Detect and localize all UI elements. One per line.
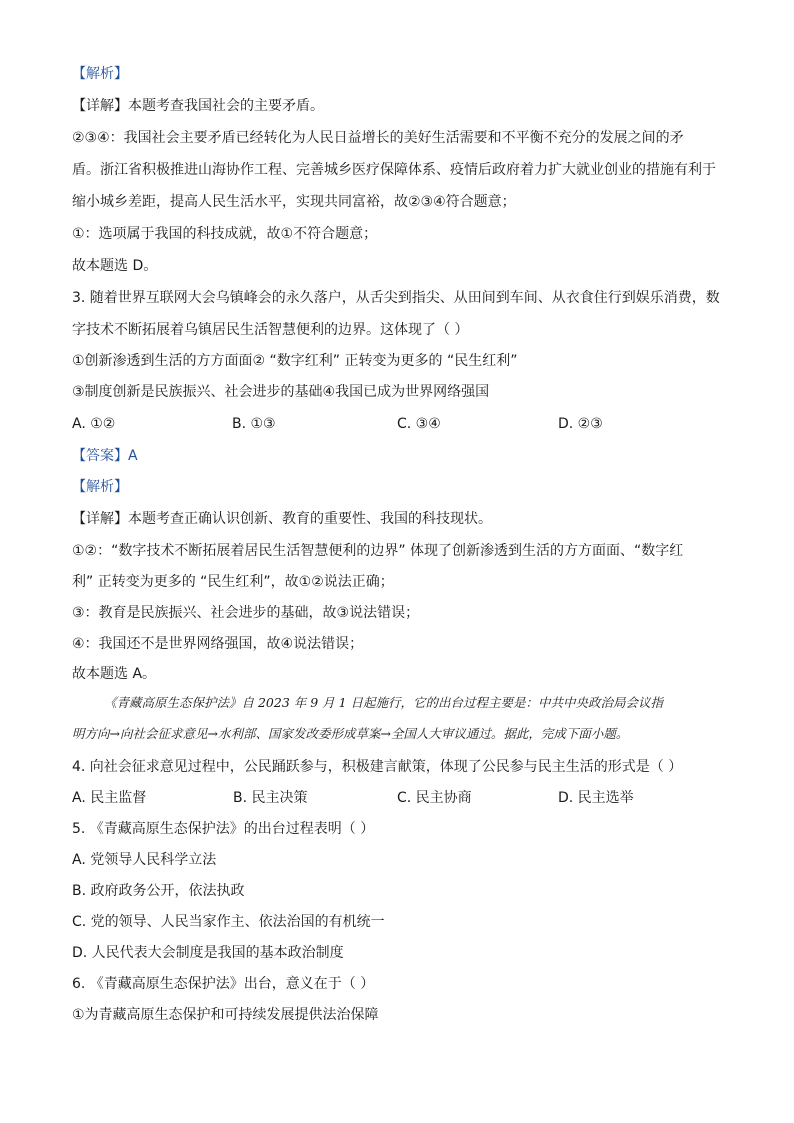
q2-analysis-tag: 【解析】: [72, 66, 128, 82]
q4-option-a: A. 民主监督: [72, 790, 147, 806]
q5-stem: 5. 《青藏高原生态保护法》的出台过程表明（ ）: [72, 821, 375, 837]
q3-stem: 字技术不断拓展着乌镇居民生活智慧便利的边界。这体现了（ ）: [72, 322, 469, 338]
q6-statement: ①为青藏高原生态保护和可持续发展提供法治保障: [72, 1007, 379, 1023]
q3-explanation-line: ④：我国还不是世界网络强国，故④说法错误；: [72, 636, 364, 652]
q3-options: [72, 414, 722, 434]
q3-statement: ①创新渗透到生活的方方面面② “数字红利” 正转变为更多的 “民生红利”: [72, 353, 518, 369]
q4-option-b: B. 民主决策: [233, 790, 308, 806]
q4-option-c: C. 民主协商: [397, 790, 472, 806]
q2-conclusion: 故本题选 D。: [72, 258, 158, 274]
material-line: 明方向→向社会征求意见→水利部、国家发改委形成草案→全国人大审议通过。据此，完成下面小题。: [72, 726, 629, 741]
q5-option-d: D. 人民代表大会制度是我国的基本政治制度: [72, 945, 344, 961]
q3-option-c: C. ③④: [397, 416, 441, 432]
q5-option-b: B. 政府政务公开，依法执政: [72, 883, 245, 899]
q5-option-a: A. 党领导人民科学立法: [72, 852, 217, 868]
q2-explanation-line: ①：选项属于我国的科技成就，故①不符合题意；: [72, 226, 378, 242]
q2-explanation-line: ②③④：我国社会主要矛盾已经转化为人民日益增长的美好生活需要和不平衡不充分的发展之间的矛: [72, 130, 684, 146]
q4-stem: 4. 向社会征求意见过程中，公民踊跃参与，积极建言献策，体现了公民参与民主生活的形式是（ ）: [72, 759, 683, 775]
q3-statement: ③制度创新是民族振兴、社会进步的基础④我国已成为世界网络强国: [72, 384, 490, 400]
q3-option-a: A. ①②: [72, 416, 116, 432]
q3-explanation-line: 利” 正转变为更多的 “民生红利”，故①②说法正确；: [72, 574, 394, 590]
q3-option-d: D. ②③: [558, 416, 603, 432]
q2-detail: 【详解】本题考查我国社会的主要矛盾。: [72, 98, 324, 114]
q3-explanation-line: ①②：“数字技术不断拓展着居民生活智慧便利的边界” 体现了创新渗透到生活的方方面面、“数字红: [72, 543, 684, 559]
q3-answer: 【答案】A: [72, 448, 138, 464]
q2-explanation-line: 缩小城乡差距，提高人民生活水平，实现共同富裕，故②③④符合题意；: [72, 194, 516, 210]
q4-option-d: D. 民主选举: [558, 790, 634, 806]
q3-detail: 【详解】本题考查正确认识创新、教育的重要性、我国的科技现状。: [72, 511, 492, 527]
material-line: 《青藏高原生态保护法》自 2023 年 9 月 1 日起施行，它的出台过程主要是：中共中央政治局会议指: [104, 695, 664, 710]
q3-stem: 3. 随着世界互联网大会乌镇峰会的永久落户，从舌尖到指尖、从田间到车间、从衣食住行到娱乐消费，数: [72, 290, 720, 306]
q3-analysis-tag: 【解析】: [72, 479, 128, 495]
q4-options: [72, 788, 722, 808]
q2-explanation-line: 盾。浙江省积极推进山海协作工程、完善城乡医疗保障体系、疫情后政府着力扩大就业创业的措施有利于: [72, 162, 716, 178]
q3-option-b: B. ①③: [232, 416, 276, 432]
q6-stem: 6. 《青藏高原生态保护法》出台，意义在于（ ）: [72, 976, 375, 992]
q5-option-c: C. 党的领导、人民当家作主、依法治国的有机统一: [72, 914, 385, 930]
q3-conclusion: 故本题选 A。: [72, 666, 157, 682]
q3-explanation-line: ③：教育是民族振兴、社会进步的基础，故③说法错误；: [72, 605, 420, 621]
